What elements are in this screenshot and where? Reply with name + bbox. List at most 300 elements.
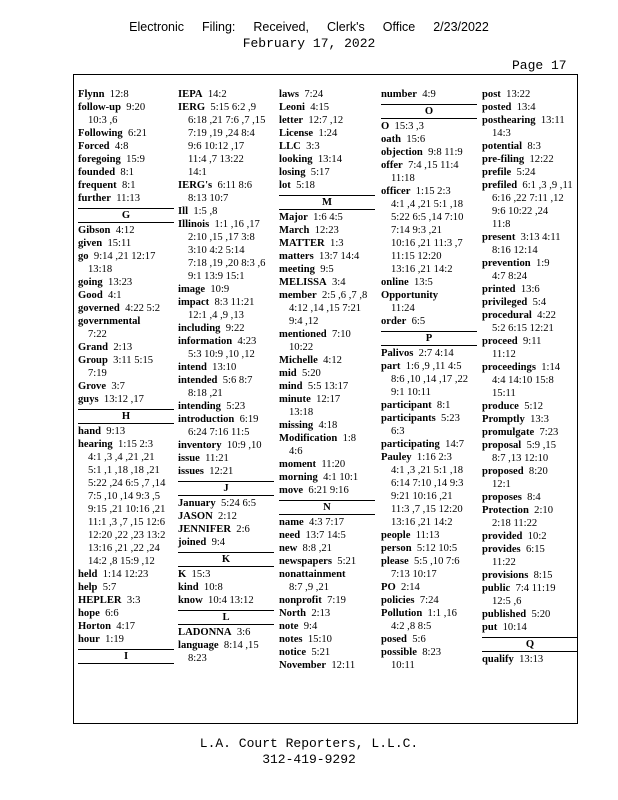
index-entry	[178, 452, 274, 465]
index-entry	[482, 166, 578, 179]
index-refs: 6:5	[411, 316, 426, 327]
index-refs: 15:3	[191, 569, 211, 580]
index-term: moment	[279, 459, 317, 470]
index-term: post	[482, 89, 501, 100]
index-continuation: 13:16 ,21 14:2	[391, 517, 453, 528]
index-entry	[279, 646, 375, 659]
index-entry	[381, 347, 477, 360]
index-term: please	[381, 556, 409, 567]
index-refs: 3:6	[236, 627, 251, 638]
index-term: proposal	[482, 440, 522, 451]
index-refs: 1:15 2:3	[415, 186, 451, 197]
index-term: provisions	[482, 570, 529, 581]
index-continuation: 7:22	[88, 329, 107, 340]
index-entry	[482, 569, 578, 582]
index-continuation: 7:18 ,19 ,20 8:3 ,6	[188, 258, 266, 269]
index-refs: 8:1	[120, 167, 134, 178]
index-entry	[482, 114, 578, 127]
index-refs: 1:15 2:3	[118, 439, 154, 450]
section-letter: H	[78, 409, 174, 424]
index-refs: 8:4	[527, 492, 541, 503]
index-refs: 7:4 11:19	[515, 583, 556, 594]
transcript-date: February 17, 2022	[242, 36, 376, 51]
index-continuation: 9:1 10:11	[391, 387, 431, 398]
index-term: Major	[279, 212, 308, 223]
index-entry	[78, 594, 174, 607]
index-term: Following	[78, 128, 123, 139]
index-term: promulgate	[482, 427, 535, 438]
index-term: hope	[78, 608, 100, 619]
index-refs: 4:12	[323, 355, 342, 366]
index-term: Illinois	[178, 219, 210, 230]
index-continuation: 14:3	[492, 128, 511, 139]
index-refs: 7:10	[331, 329, 351, 340]
index-refs: 2:6	[236, 524, 250, 535]
index-term: member	[279, 290, 317, 301]
index-continuation: 7:13 10:17	[391, 569, 437, 580]
index-term: inventory	[178, 440, 222, 451]
index-continuation: 11:18	[391, 173, 415, 184]
index-entry	[381, 360, 477, 373]
index-refs: 7:23	[539, 427, 559, 438]
index-refs: 12:21	[209, 466, 234, 477]
index-entry	[78, 302, 174, 315]
index-term: order	[381, 316, 407, 327]
index-refs: 13:11	[540, 115, 565, 126]
index-term: Forced	[78, 141, 110, 152]
index-term: guys	[78, 394, 99, 405]
filing-stamp-part: Clerk's	[326, 20, 365, 34]
index-refs: 14:2	[207, 89, 227, 100]
index-entry	[482, 491, 578, 504]
index-term: intended	[178, 375, 218, 386]
index-entry	[279, 179, 375, 192]
index-continuation: 12:1 ,4 ,9 ,13	[188, 310, 244, 321]
index-continuation: 4:1 ,3 ,21 5:1 ,18	[391, 465, 464, 476]
section-letter: P	[381, 331, 477, 346]
index-refs: 1:14	[541, 362, 561, 373]
section-letter: G	[78, 208, 174, 223]
filing-stamp-part: 2/23/2022	[433, 20, 489, 34]
index-refs: 4:17	[116, 621, 136, 632]
index-entry	[482, 582, 578, 595]
index-entry	[78, 568, 174, 581]
index-entry	[279, 633, 375, 646]
index-entry	[482, 88, 578, 101]
index-term: frequent	[78, 180, 117, 191]
index-term: kind	[178, 582, 199, 593]
index-refs: 12:23	[314, 225, 339, 236]
index-refs: 10:9 ,10	[226, 440, 262, 451]
index-term: further	[78, 193, 111, 204]
index-refs: 3:4	[331, 277, 346, 288]
index-term: put	[482, 622, 498, 633]
index-entry	[381, 412, 477, 425]
index-entry	[279, 594, 375, 607]
index-entry	[482, 465, 578, 478]
section-letter: K	[178, 552, 274, 567]
index-term: proposes	[482, 492, 522, 503]
index-term: held	[78, 569, 98, 580]
index-refs: 9:14 ,21 12:17	[93, 251, 156, 262]
index-entry	[178, 283, 274, 296]
index-refs: 10:8	[203, 582, 223, 593]
index-refs: 4:23	[237, 336, 257, 347]
index-term: participant	[381, 400, 432, 411]
index-entry	[178, 88, 274, 101]
index-entry	[279, 101, 375, 114]
index-entry	[482, 413, 578, 426]
index-refs: 5:18	[296, 180, 315, 191]
filing-stamp-part: Electronic	[129, 20, 185, 34]
index-refs: 15:11	[107, 238, 132, 249]
index-continuation: 4:7 8:24	[492, 271, 528, 282]
index-term: oath	[381, 134, 402, 145]
index-refs: 3:3	[126, 595, 141, 606]
index-entry	[279, 237, 375, 250]
index-term: hand	[78, 426, 101, 437]
index-term: posthearing	[482, 115, 536, 126]
filing-stamp-part: Office	[382, 20, 416, 34]
index-term: IERG's	[178, 180, 213, 191]
index-term: qualify	[482, 654, 514, 665]
index-continuation: 4:1 ,3 ,4 ,21 ,21	[88, 452, 155, 463]
index-refs: 9:8 11:9	[428, 147, 463, 158]
index-entry	[78, 166, 174, 179]
index-entry	[482, 400, 578, 413]
index-refs: 5:9 ,15	[526, 440, 556, 451]
reporter-phone: 312-419-9292	[262, 752, 356, 767]
index-term: part	[381, 361, 401, 372]
index-entry	[279, 88, 375, 101]
index-term: posted	[482, 102, 512, 113]
index-term: Michelle	[279, 355, 318, 366]
index-continuation: 11:24	[391, 303, 415, 314]
index-term: privileged	[482, 297, 528, 308]
index-entry	[381, 159, 477, 172]
index-term: provides	[482, 544, 521, 555]
index-term: new	[279, 543, 298, 554]
index-entry	[178, 594, 274, 607]
index-term: LADONNA	[178, 627, 232, 638]
index-term: image	[178, 284, 206, 295]
index-entry	[381, 542, 477, 555]
index-term: Modification	[279, 433, 338, 444]
index-column-5	[482, 88, 578, 666]
index-term: including	[178, 323, 221, 334]
index-refs: 8:8 ,21	[302, 543, 332, 554]
index-continuation: 6:18 ,21 7:6 ,7 ,15	[188, 115, 266, 126]
index-term: LLC	[279, 141, 301, 152]
index-entry	[78, 224, 174, 237]
index-entry	[482, 101, 578, 114]
index-entry	[381, 399, 477, 412]
index-entry	[279, 484, 375, 497]
index-term: Good	[78, 290, 103, 301]
index-term: help	[78, 582, 98, 593]
index-refs: 8:3 11:21	[214, 297, 255, 308]
index-refs: 12:17	[316, 394, 341, 405]
index-refs: 12:8	[109, 89, 129, 100]
index-entry	[279, 555, 375, 568]
index-refs: 7:24	[419, 595, 439, 606]
index-continuation: 5:22 ,24 6:5 ,7 ,14	[88, 478, 166, 489]
index-entry	[279, 114, 375, 127]
index-refs: 13:10	[212, 362, 237, 373]
index-entry	[78, 250, 174, 263]
index-term: issue	[178, 453, 200, 464]
index-term: move	[279, 485, 304, 496]
index-term: produce	[482, 401, 519, 412]
index-refs: 5:5 ,10 7:6	[413, 556, 460, 567]
index-entry	[279, 458, 375, 471]
index-refs: 1:9	[535, 258, 550, 269]
index-entry	[279, 140, 375, 153]
index-entry	[279, 542, 375, 555]
index-entry	[178, 322, 274, 335]
index-entry	[482, 179, 578, 192]
index-entry	[381, 315, 477, 328]
section-letter: M	[279, 195, 375, 210]
index-entry	[482, 335, 578, 348]
index-term: notes	[279, 634, 303, 645]
index-term: possible	[381, 647, 417, 658]
index-refs: 9:5	[320, 264, 334, 275]
index-refs: 12:11	[331, 660, 356, 671]
index-entry	[482, 543, 578, 556]
index-refs: 9:4	[211, 537, 226, 548]
index-refs: 5:21	[311, 647, 331, 658]
index-refs: 5:7	[102, 582, 117, 593]
index-refs: 13:12 ,17	[103, 394, 144, 405]
index-term: letter	[279, 115, 304, 126]
index-entry	[78, 153, 174, 166]
index-entry	[482, 309, 578, 322]
index-refs: 3:7	[111, 381, 125, 392]
index-refs: 5:17	[310, 167, 330, 178]
index-refs: 4:3 7:17	[309, 517, 345, 528]
index-continuation: 5:1 ,1 ,18 ,18 ,21	[88, 465, 160, 476]
index-refs: 5:6 8:7	[222, 375, 253, 386]
index-refs: 9:4	[303, 621, 318, 632]
index-continuation: 15:11	[492, 388, 516, 399]
index-continuation: 7:5 ,10 ,14 9:3 ,5	[88, 491, 161, 502]
index-entry	[482, 653, 578, 666]
index-refs: 1:5 ,8	[193, 206, 218, 217]
index-entry	[482, 439, 578, 452]
index-term: provided	[482, 531, 523, 542]
index-entry	[78, 425, 174, 438]
index-entry	[78, 276, 174, 289]
index-entry	[279, 529, 375, 542]
index-term: mind	[279, 381, 303, 392]
index-term: procedural	[482, 310, 532, 321]
index-refs: 8:3	[527, 141, 541, 152]
index-refs: 13:14	[317, 154, 342, 165]
index-entry	[279, 568, 375, 581]
index-continuation: 11:12	[492, 349, 516, 360]
section-letter: O	[381, 104, 477, 119]
index-entry	[279, 432, 375, 445]
index-entry	[178, 179, 274, 192]
index-continuation: 9:15 ,21 10:16 ,21	[88, 504, 166, 515]
index-entry	[482, 530, 578, 543]
index-refs: 2:13	[311, 608, 331, 619]
index-refs: 4:18	[318, 420, 338, 431]
index-refs: 10:14	[502, 622, 527, 633]
index-term: hour	[78, 634, 100, 645]
index-refs: 11:13	[415, 530, 440, 541]
index-refs: 2:14	[401, 582, 420, 593]
index-entry	[482, 426, 578, 439]
index-continuation: 6:14 7:10 ,14 9:3	[391, 478, 464, 489]
index-term: Flynn	[78, 89, 105, 100]
index-term: introduction	[178, 414, 235, 425]
index-term: morning	[279, 472, 318, 483]
index-refs: 5:12 10:5	[416, 543, 458, 554]
index-term: Pollution	[381, 608, 423, 619]
index-entry	[381, 146, 477, 159]
index-entry	[78, 438, 174, 451]
index-refs: 1:3	[330, 238, 344, 249]
index-refs: 11:20	[321, 459, 346, 470]
index-continuation: 4:12 ,14 ,15 7:21	[289, 303, 362, 314]
index-column-3	[279, 88, 375, 672]
index-entry	[78, 354, 174, 367]
index-continuation: 9:1 13:9 15:1	[188, 271, 245, 282]
section-letter: N	[279, 500, 375, 515]
index-entry	[279, 393, 375, 406]
index-continuation: 4:2 ,8 8:5	[391, 621, 432, 632]
index-entry	[178, 361, 274, 374]
index-entry	[178, 101, 274, 114]
section-letter: L	[178, 610, 274, 625]
index-continuation: 13:16 ,21 ,22 ,24	[88, 543, 160, 554]
index-entry	[381, 633, 477, 646]
index-entry	[482, 621, 578, 634]
index-entry	[381, 438, 477, 451]
index-term: Grand	[78, 342, 109, 353]
index-term: objection	[381, 147, 423, 158]
index-entry	[78, 88, 174, 101]
index-term: proposed	[482, 466, 524, 477]
section-letter: Q	[482, 637, 578, 652]
index-refs: 13:22	[506, 89, 531, 100]
index-refs: 5:20	[301, 368, 321, 379]
index-term: O	[381, 121, 390, 132]
index-refs: 8:15	[533, 570, 553, 581]
index-refs: 3:13 4:11	[520, 232, 561, 243]
index-entry	[178, 335, 274, 348]
index-refs: 5:4	[532, 297, 547, 308]
index-term: participating	[381, 439, 440, 450]
index-entry	[279, 419, 375, 432]
index-continuation: 6:16 ,22 7:11 ,12	[492, 193, 564, 204]
reporter-name: L.A. Court Reporters, L.L.C.	[199, 736, 419, 751]
index-column-4	[381, 88, 477, 672]
index-refs: 4:9	[422, 89, 436, 100]
index-refs: 4:15	[310, 102, 330, 113]
index-term: newspapers	[279, 556, 332, 567]
index-continuation: 8:23	[188, 653, 207, 664]
index-refs: 9:11	[523, 336, 542, 347]
index-term: IERG	[178, 102, 206, 113]
index-refs: 2:10	[534, 505, 554, 516]
index-entry	[178, 568, 274, 581]
index-refs: 6:19	[239, 414, 259, 425]
index-entry	[482, 231, 578, 244]
index-continuation: 7:19	[88, 368, 107, 379]
index-term: North	[279, 608, 307, 619]
index-column-1	[78, 88, 174, 665]
filing-stamp-part: Received,	[253, 20, 309, 34]
index-refs: 6:1 ,3 ,9 ,11	[522, 180, 573, 191]
index-refs: 5:24 6:5	[220, 498, 257, 509]
index-term: K	[178, 569, 187, 580]
index-entry	[78, 289, 174, 302]
index-entry	[178, 497, 274, 510]
index-term: policies	[381, 595, 415, 606]
index-refs: 10:2	[527, 531, 547, 542]
index-entry	[381, 289, 477, 302]
index-refs: 4:22 5:2	[125, 303, 161, 314]
index-entry	[178, 205, 274, 218]
index-refs: 6:6	[105, 608, 119, 619]
index-entry	[279, 153, 375, 166]
index-term: need	[279, 530, 301, 541]
index-continuation: 8:16 12:14	[492, 245, 538, 256]
index-entry	[279, 166, 375, 179]
index-term: Group	[78, 355, 108, 366]
index-refs: 6:11 8:6	[217, 180, 253, 191]
index-continuation: 9:6 10:22 ,24	[492, 206, 549, 217]
index-refs: 11:21	[205, 453, 229, 464]
index-entry	[178, 439, 274, 452]
index-refs: 1:1 ,16 ,17	[214, 219, 260, 230]
index-entry	[482, 361, 578, 374]
section-letter: I	[78, 649, 174, 664]
index-continuation: 9:4 ,12	[289, 316, 319, 327]
index-refs: 7:24	[304, 89, 324, 100]
index-continuation: 13:16 ,21 14:2	[391, 264, 453, 275]
index-entry	[78, 101, 174, 114]
index-refs: 1:14 12:23	[102, 569, 149, 580]
index-entry	[78, 393, 174, 406]
index-term: Ill	[178, 206, 189, 217]
index-term: pre-filing	[482, 154, 525, 165]
index-refs: 5:15 6:2 ,9	[210, 102, 257, 113]
index-entry	[178, 413, 274, 426]
index-refs: 13:5	[413, 277, 433, 288]
index-entry	[78, 127, 174, 140]
index-refs: 1:19	[105, 634, 124, 645]
index-term: Promptly	[482, 414, 525, 425]
index-refs: 4:1	[108, 290, 122, 301]
index-term: IEPA	[178, 89, 203, 100]
index-term: language	[178, 640, 219, 651]
index-term: March	[279, 225, 310, 236]
index-term: Grove	[78, 381, 107, 392]
index-entry	[78, 633, 174, 646]
index-refs: 2:5 ,6 ,7 ,8	[321, 290, 368, 301]
index-entry	[178, 523, 274, 536]
index-continuation: 3:10 4:2 5:14	[188, 245, 245, 256]
index-refs: 8:1	[121, 180, 136, 191]
index-entry	[482, 296, 578, 309]
index-term: losing	[279, 167, 306, 178]
index-term: Pauley	[381, 452, 412, 463]
index-entry	[279, 127, 375, 140]
